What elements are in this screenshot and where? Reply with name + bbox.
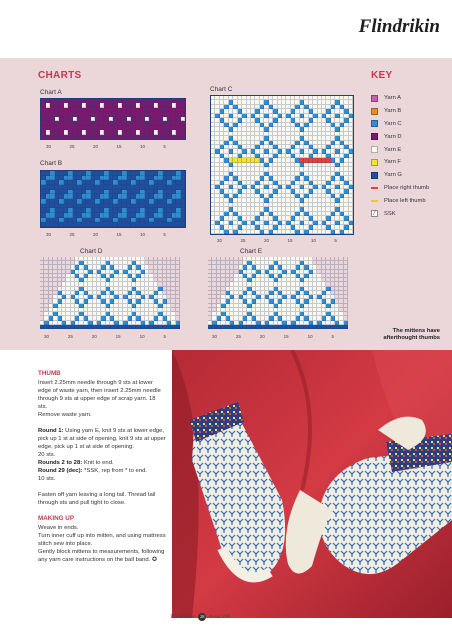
issue-number: Issue 200: [209, 614, 231, 620]
chart-d-label: Chart D: [80, 248, 103, 255]
key-item: [371, 207, 449, 220]
tick: 20: [263, 238, 269, 243]
tick: 20: [91, 334, 97, 339]
round-1-count: 20 sts.: [38, 452, 56, 458]
chart-e-axis: [212, 334, 334, 339]
tick: 5: [331, 334, 334, 339]
round-label: Round 1:: [38, 428, 64, 434]
tick: 25: [69, 144, 75, 149]
yarn-swatch: [371, 120, 378, 127]
tick: 15: [116, 144, 122, 149]
chart-c-grid: [210, 95, 354, 235]
yarn-swatch: [371, 133, 378, 140]
key-label: Place left thumb: [384, 197, 426, 204]
tick: 10: [310, 238, 316, 243]
tick: 30: [217, 238, 223, 243]
key-item: [371, 169, 449, 182]
chart-b-axis: [46, 232, 166, 237]
tick: 30: [44, 334, 50, 339]
key-item: [371, 194, 449, 207]
left-thumb-line-icon: [371, 200, 378, 202]
tick: 20: [92, 144, 98, 149]
instructions-column: [38, 370, 166, 564]
key-label: SSK: [384, 210, 396, 217]
tick: 10: [139, 144, 145, 149]
key-label: Place right thumb: [384, 184, 430, 191]
chart-e-label: Chart E: [240, 248, 263, 255]
round-label: Round 29 (dec):: [38, 468, 83, 474]
tick: 15: [116, 232, 122, 237]
thumb-paragraph: Insert 2.25mm needle through 9 sts at lower edge of waste yarn, then insert 2.25mm needle through 9 sts at upper edge of scrap yarn. 18 sts.: [38, 380, 161, 410]
round-1: [38, 427, 166, 451]
yarn-swatch: [371, 95, 378, 102]
tick: 10: [307, 334, 313, 339]
chart-d-axis: [44, 334, 166, 339]
key-label: Yarn D: [384, 133, 402, 140]
chart-e-grid: [208, 257, 348, 329]
yarn-swatch: [371, 108, 378, 115]
chart-cell: [344, 325, 348, 329]
tick: 30: [212, 334, 218, 339]
tick: 15: [287, 238, 293, 243]
making-up-1: Weave in ends.: [38, 525, 79, 531]
chart-c-axis: [217, 238, 337, 243]
key-item: [371, 143, 449, 156]
chart-b-grid: [40, 170, 186, 228]
round-29: [38, 467, 166, 475]
chart-c-label: Chart C: [210, 86, 233, 93]
tick: 10: [139, 232, 145, 237]
tick: 30: [46, 144, 52, 149]
making-up-3-text: Gently block mittens to measurements, following any yarn care instructions on the ball band.: [38, 549, 165, 563]
tick: 25: [69, 232, 75, 237]
chart-a-label: Chart A: [40, 89, 62, 96]
round-text: Knit to end.: [82, 460, 114, 466]
thumb-heading: THUMB: [38, 370, 61, 377]
key-label: Yarn C: [384, 120, 402, 127]
key-item: [371, 156, 449, 169]
chart-a-grid: [40, 98, 186, 140]
tick: 25: [67, 334, 73, 339]
key-item: [371, 92, 449, 105]
right-thumb-line-icon: [371, 187, 378, 189]
chart-key: [371, 92, 449, 220]
key-item: [371, 105, 449, 118]
making-up-2: Turn inner cuff up into mitten, and using mattress stitch sew into place.: [38, 533, 166, 547]
making-up-3: [38, 548, 166, 564]
round-text: *SSK, rep from * to end.: [82, 468, 148, 474]
key-heading: KEY: [371, 70, 393, 81]
round-29-count: 10 sts.: [38, 476, 56, 482]
tick: 5: [163, 334, 166, 339]
yarn-swatch: [371, 172, 378, 179]
fasten-off: Fasten off yarn leaving a long tail. Thread tail through sts and pull tight to close.: [38, 492, 156, 506]
magazine-name: The Knitter: [170, 614, 196, 620]
tick: 5: [163, 232, 166, 237]
mittens-illustration: [172, 350, 452, 618]
key-label: Yarn E: [384, 146, 402, 153]
page-footer: [170, 613, 230, 621]
chart-a-axis: [46, 144, 166, 149]
page-title: Flindrikin: [358, 16, 440, 37]
tick: 25: [240, 238, 246, 243]
key-item: [371, 182, 449, 195]
tick: 5: [334, 238, 337, 243]
tick: 15: [283, 334, 289, 339]
chart-cell: [349, 230, 353, 234]
tick: 15: [115, 334, 121, 339]
key-label: Yarn G: [384, 172, 402, 179]
thumb-paragraph-2: Remove waste yarn.: [38, 412, 92, 418]
chart-d-grid: [40, 257, 180, 329]
round-text: Using yarn E, knit 9 sts at lower edge, pick up 1 st at side of opening, knit 9 sts at upper edge, pick up 1 st at side of opening.: [38, 428, 166, 450]
round-label: Rounds 2 to 28:: [38, 460, 83, 466]
tick: 20: [92, 232, 98, 237]
rounds-2-28: [38, 459, 166, 467]
yarn-swatch: [371, 159, 378, 166]
key-label: Yarn A: [384, 95, 401, 102]
chart-b-label: Chart B: [40, 160, 63, 167]
page-number: 28: [199, 614, 205, 619]
tick: 20: [259, 334, 265, 339]
chart-cell: [176, 325, 180, 329]
thumb-note: The mittens have afterthought thumbs: [383, 328, 440, 341]
end-mark-icon: ✪: [151, 557, 157, 563]
charts-heading: CHARTS: [38, 70, 82, 81]
tick: 5: [163, 144, 166, 149]
key-label: Yarn B: [384, 108, 402, 115]
chart-cell: [181, 135, 186, 139]
ssk-icon: ⁄: [371, 210, 378, 217]
mittens-photo: [172, 350, 452, 618]
tick: 25: [235, 334, 241, 339]
tick: 30: [46, 232, 52, 237]
key-label: Yarn F: [384, 159, 401, 166]
key-item: [371, 130, 449, 143]
making-up-heading: MAKING UP: [38, 515, 75, 522]
chart-cell: [181, 222, 186, 227]
yarn-swatch: [371, 146, 378, 153]
tick: 10: [139, 334, 145, 339]
key-item: [371, 118, 449, 131]
